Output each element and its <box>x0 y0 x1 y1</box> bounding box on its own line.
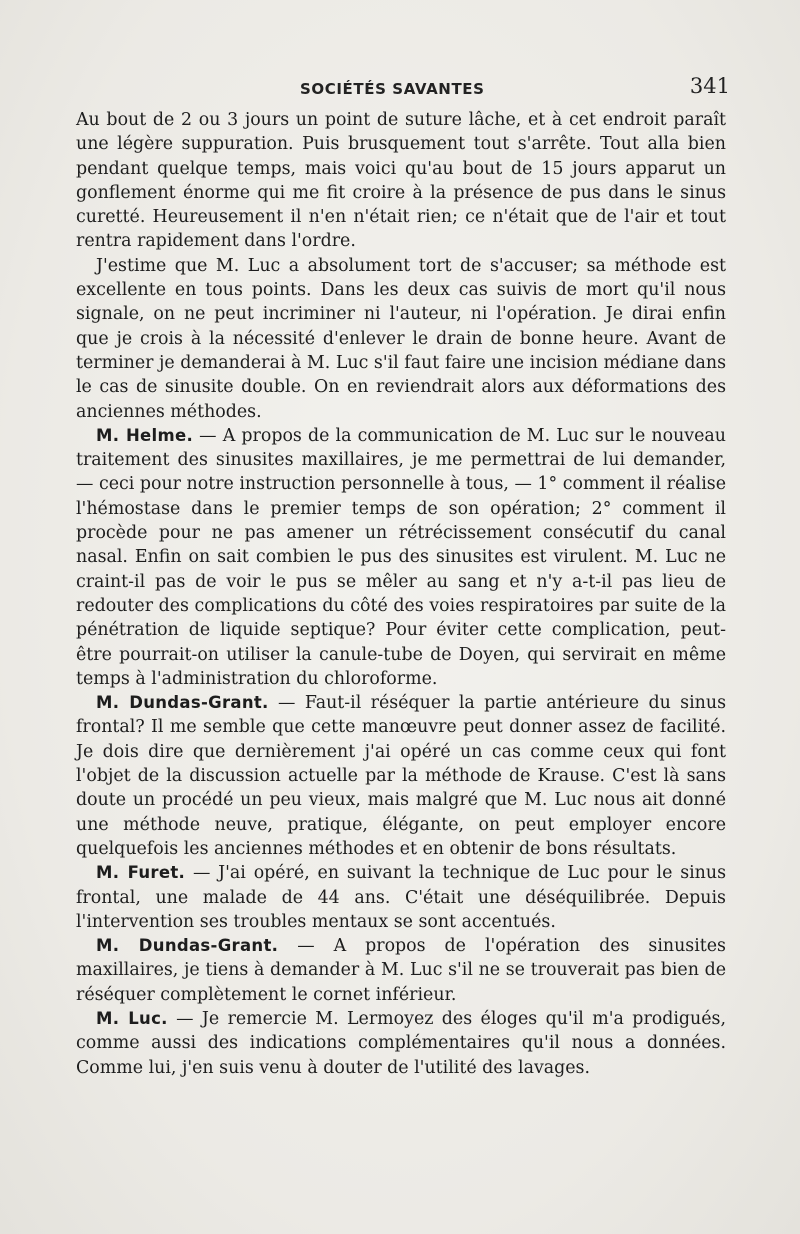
paragraph <box>76 861 726 934</box>
speaker-name: M. Dundas-Grant. <box>96 936 279 956</box>
paragraph-text: — A propos de la communication de M. Luc sur le nouveau traitement des sinusites maxillaires, je me permettrai de lui demander, — ceci pour notre instruction personnelle à tous, — 1° comment il réalise l'hémostase dans le premier temps de son opération; 2° comment il procède pour ne pas amener un rétrécissement consécutif du canal nasal. Enfin on sait combien le pus des sinusites est virulent. M. Luc ne craint-il pas de voir le pus se mêler au sang et n'y a-t-il pas lieu de redouter des complications du côté des voies respiratoires par suite de la pénétration de liquide septique? Pour éviter cette complication, peut-être pourrait-on utiliser la canule-tube de Doyen, qui servirait en même temps à l'administration du chloroforme. <box>76 425 726 689</box>
speaker-name: M. Furet. <box>96 863 186 883</box>
paragraph-text: — J'ai opéré, en suivant la technique de Luc pour le sinus frontal, une malade de 44 ans. C'était une déséquilibrée. Depuis l'intervention ses troubles mentaux se sont accentués. <box>76 863 727 932</box>
paragraph <box>76 934 726 1007</box>
paragraph <box>76 691 726 861</box>
running-header <box>70 74 730 104</box>
paragraph <box>76 108 726 254</box>
paragraph <box>76 1007 726 1080</box>
speaker-name: M. Luc. <box>96 1008 168 1028</box>
paragraph <box>76 254 726 424</box>
paragraph <box>76 424 726 691</box>
speaker-name: M. Helme. <box>96 425 194 445</box>
page-number: 341 <box>689 74 730 98</box>
paragraph-text: Au bout de 2 ou 3 jours un point de suture lâche, et à cet endroit paraît une légère suppuration. Puis brusquement tout s'arrête. Tout alla bien pendant quelque temps, mais voici qu'au bout de 15 jours apparut un gonflement énorme qui me fit croire à la présence de pus dans le sinus curetté. Heureusement il n'en n'était rien; ce n'était que de l'air et tout rentra rapidement dans l'ordre. <box>76 110 726 252</box>
paragraph-text: — Je remercie M. Lermoyez des éloges qu'il m'a prodigués, comme aussi des indications complémentaires qu'il nous a données. Comme lui, j'en suis venu à douter de l'utilité des lavages. <box>76 1008 726 1078</box>
running-title: SOCIÉTÉS SAVANTES <box>300 80 485 98</box>
paragraph-text: J'estime que M. Luc a absolument tort de s'accuser; sa méthode est excellente en tous points. Dans les deux cas suivis de mort qu'il nous signale, on ne peut incriminer ni l'auteur, ni l'opération. Je dirai enfin que je crois à la nécessité d'enlever le drain de bonne heure. Avant de terminer je demanderai à M. Luc s'il faut faire une incision médiane dans le cas de sinusite double. On en reviendrait alors aux déformations des anciennes méthodes. <box>76 255 726 422</box>
paragraph-text: — A propos de l'opération des sinusites maxillaires, je tiens à demander à M. Luc s'il ne se trouverait pas bien de réséquer complètement le cornet inférieur. <box>76 936 726 1005</box>
body-text <box>76 108 726 1080</box>
paragraph-text: — Faut-il réséquer la partie antérieure du sinus frontal? Il me semble que cette manœuvre peut donner assez de facilité. Je dois dire que dernièrement j'ai opéré un cas comme ceux qui font l'objet de la discussion actuelle par la méthode de Krause. C'est là sans doute un procédé un peu vieux, mais malgré que M. Luc nous ait donné une méthode neuve, pratique, élégante, on peut employer encore quelquefois les anciennes méthodes et en obtenir de bons résultats. <box>76 693 726 859</box>
speaker-name: M. Dundas-Grant. <box>96 693 269 713</box>
